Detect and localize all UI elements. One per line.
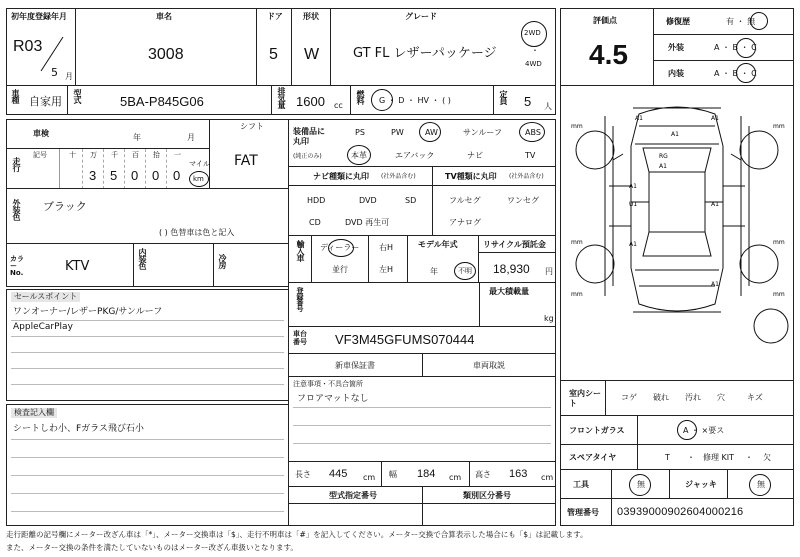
vehicle-class-value: 自家用 (29, 95, 62, 108)
equip-item: 本革 (351, 151, 367, 160)
length-unit: cm (363, 473, 376, 482)
spare-option: ・ (687, 453, 695, 462)
mileage-digit: 3 (89, 168, 97, 183)
exterior-label: 外装 (668, 43, 684, 52)
equip-item: ナビ (467, 151, 483, 160)
type-cell (67, 85, 272, 115)
km-label: km (193, 175, 204, 183)
mileage-sign-label: 記号 (33, 151, 47, 159)
manual-label: 車両取説 (473, 361, 505, 370)
manual-cell (422, 353, 556, 377)
mgmt-cell (560, 498, 794, 526)
sales-point-label: セールスポイント (11, 292, 80, 302)
warranty-label: 新車保証書 (335, 361, 375, 370)
grade-cell (330, 8, 556, 86)
repair-none-circle (750, 12, 768, 30)
capacity-unit: 人 (544, 102, 552, 111)
damage-label: A1 (711, 281, 719, 288)
seat-option: コゲ (621, 393, 637, 402)
wheel-rear-right (740, 245, 778, 283)
inspector-notes-cell (6, 404, 289, 526)
notes-cell (288, 376, 556, 462)
seat-option: 破れ (653, 393, 669, 402)
exterior-color-cell (6, 188, 289, 244)
mileage-digit-label: 千 (111, 151, 118, 159)
exterior-color-note: ( ) 色替車は色と記入 (159, 228, 235, 237)
recycle-value: 18,930 (493, 262, 530, 276)
equip-item: ABS (525, 128, 541, 137)
damage-label: A1 (629, 183, 637, 190)
score-value: 4.5 (589, 39, 628, 70)
navi-item: HDD (307, 196, 326, 205)
car-diagram (561, 86, 793, 380)
seat-label: 室内シート (569, 389, 601, 409)
mileage-digit: 0 (152, 168, 160, 183)
equip-item: PW (391, 128, 404, 137)
equip-item: AW (425, 128, 438, 137)
width-label: 幅 (389, 470, 397, 479)
tools-none-circle (629, 474, 651, 496)
mileage-digit: 5 (110, 168, 118, 183)
wheel-rear-left (576, 245, 614, 283)
capacity-label: 定員 (499, 90, 508, 104)
car-diagram-cell (560, 85, 794, 381)
doors-label: ドア (267, 12, 283, 21)
inspection-month-unit: 月 (187, 133, 195, 142)
shape-cell (291, 8, 331, 86)
inspector-notes-value: シートしわ小、Fガラス飛び石小 (13, 424, 144, 434)
equip-item: TV (525, 151, 536, 160)
width-value: 184 (417, 468, 436, 480)
tread-mm-label: mm (571, 123, 583, 130)
left-h-label: 左H (379, 265, 394, 274)
warranty-cell (288, 353, 423, 377)
recycle-cell (478, 235, 556, 283)
doors-value: 5 (269, 46, 278, 63)
first-reg-label: 初年度登録年月 (11, 12, 67, 21)
wheel-front-right (740, 131, 778, 169)
type-designation-label: 型式指定番号 (329, 491, 377, 500)
interior-options: A ・ B ・ C (714, 69, 757, 78)
mile-label: マイル (189, 160, 210, 168)
chassis-value: VF3M45GFUMS070444 (335, 332, 475, 347)
grade-value: GT FL レザーパッケージ (353, 46, 497, 61)
drive-dot: ・ (531, 46, 539, 55)
model-year-label: モデル年式 (418, 240, 458, 249)
drive-4wd: 4WD (525, 60, 542, 68)
chassis-label: 車台番号 (293, 330, 307, 347)
dealer-label: ディーラー (320, 243, 360, 252)
tv-item: ワンセグ (507, 196, 539, 205)
navi-sublabel: (社外品含む) (381, 173, 416, 180)
navi-item: DVD 再生可 (345, 218, 390, 227)
displacement-value: 1600 (296, 94, 325, 109)
seat-option: キズ (747, 393, 763, 402)
navi-item: CD (309, 218, 321, 227)
repair-label: 修復歴 (666, 17, 690, 26)
interior-b-circle (736, 63, 756, 83)
damage-label: A1 (711, 201, 719, 208)
seat-cell (560, 380, 794, 416)
equip-item: サンルーフ (463, 128, 502, 137)
footer-line2: また、メーター交換の条件を満たしていないものはメーター改ざん車扱いとなります。 (6, 543, 298, 552)
wheel-front-left (576, 131, 614, 169)
model-year-cell (407, 235, 479, 283)
inspector-notes-label: 検査記入欄 (11, 408, 57, 418)
damage-label: A1 (671, 131, 679, 138)
tv-item: アナログ (449, 218, 481, 227)
exterior-b-circle (736, 38, 756, 58)
jack-none-circle (749, 474, 771, 496)
equip-item: PS (355, 128, 365, 137)
equipment-cell (288, 119, 556, 167)
score-label: 評価点 (593, 16, 617, 25)
spare-option: 修理 KIT (703, 453, 735, 462)
notes-value: フロアマットなし (297, 394, 369, 404)
seat-option: 穴 (717, 393, 725, 402)
navi-item: DVD (359, 196, 377, 205)
shift-label: シフト (240, 122, 264, 131)
mileage-digit-label: 拾 (153, 151, 160, 159)
glass-a-circle (677, 420, 697, 440)
glass-label: フロントガラス (569, 426, 625, 435)
tread-mm-label: mm (571, 291, 583, 298)
tv-label: TV種類に丸印 (445, 172, 497, 181)
seat-option: 汚れ (685, 393, 701, 402)
doors-cell (256, 8, 292, 86)
length-label: 長さ (295, 470, 311, 479)
mileage-label: 走行 (12, 157, 21, 171)
class-code-label: 類別区分番号 (463, 491, 511, 500)
height-unit: cm (541, 473, 554, 482)
first-reg-cell (6, 8, 76, 86)
height-label: 高さ (475, 470, 491, 479)
height-value: 163 (509, 468, 528, 480)
registration-cell (288, 282, 556, 327)
grade-label: グレード (405, 12, 437, 21)
equipment-sublabel: (純正のみ) (293, 153, 322, 160)
spare-option: T (665, 453, 670, 462)
max-load-kg: kg (544, 314, 554, 323)
spare-label: スペアタイヤ (569, 453, 617, 462)
shape-label: 形状 (303, 12, 319, 21)
displacement-cell (271, 85, 351, 115)
first-reg-era: R03 (13, 38, 43, 55)
recycle-yen: 円 (545, 267, 553, 276)
interior-grade-cell (653, 60, 794, 86)
exterior-color-label: 外装色 (12, 199, 21, 220)
jack-label: ジャッキ (685, 480, 717, 489)
class-code-cell (422, 486, 556, 526)
score-cell (560, 8, 654, 86)
notes-label: 注意事項・不具合箇所 (293, 380, 363, 388)
equip-item: エアバック (395, 151, 435, 160)
dealer-circle (328, 239, 354, 257)
exterior-grade-cell (653, 34, 794, 61)
spare-cell (560, 444, 794, 470)
tread-mm-label: mm (571, 239, 583, 246)
sales-point-cell (6, 289, 289, 401)
import-label: 輸入車 (296, 240, 305, 261)
displacement-label: 排気量 (277, 87, 286, 108)
spare-option: 欠 (763, 453, 771, 462)
type-label: 型式 (73, 89, 82, 103)
fuel-label: 燃料 (356, 90, 365, 104)
exterior-options: A ・ B ・ C (714, 43, 757, 52)
mileage-cell (6, 148, 210, 189)
shape-value: W (304, 46, 320, 63)
inspection-cell (6, 119, 210, 149)
color-no-cell (6, 243, 289, 287)
mgmt-label: 管理番号 (567, 508, 599, 517)
inspection-label: 車検 (33, 129, 49, 138)
fuel-g-circle (371, 89, 393, 111)
length-value: 445 (329, 468, 348, 480)
glass-options: A ・ ×要ス (683, 426, 725, 435)
interior-label: 内装 (668, 69, 684, 78)
model-cell (75, 8, 257, 86)
steering-cell (368, 235, 408, 283)
dealer-cell (311, 235, 369, 283)
fuel-cell (350, 85, 494, 115)
import-cell (288, 235, 312, 283)
inspection-year-unit: 年 (133, 133, 141, 142)
tv-cell (432, 166, 556, 236)
shift-cell (209, 119, 289, 189)
repair-history-cell (653, 8, 794, 35)
tools-label: 工具 (573, 480, 589, 489)
color-no-label: カラーNo. (10, 255, 24, 277)
type-designation-cell (288, 486, 423, 526)
first-reg-month-unit: 月 (65, 72, 73, 81)
navi-cell (288, 166, 433, 236)
mgmt-value: 03939000902604000216 (617, 506, 744, 518)
repair-options: 有 ・ 無 (726, 17, 756, 26)
spare-wheel (754, 309, 788, 343)
fuel-options: G ・ D ・ HV ・ ( ) (379, 96, 451, 105)
tread-mm-label: mm (773, 291, 785, 298)
mileage-digit: 0 (173, 168, 181, 183)
displacement-unit: cc (334, 101, 343, 110)
first-reg-month: 5 (51, 66, 58, 79)
parallel-label: 並行 (332, 265, 348, 274)
sales-point-line2: AppleCarPlay (13, 322, 73, 332)
damage-label: A1 (635, 115, 643, 122)
vehicle-class-cell (6, 85, 68, 115)
shift-value: FAT (234, 153, 258, 169)
model-year-unknown: 不明 (458, 267, 472, 275)
tools-cell (560, 469, 794, 499)
glass-cell (560, 415, 794, 445)
damage-label: A1 (711, 115, 719, 122)
width-unit: cm (449, 473, 462, 482)
footer-line1: 走行距離の記号欄にメーター改ざん車は「*」、メーター交換車は「$」、走行不明車は「#」を記入してください。メーター交換で合算表示した場合にも「$」は記載します。 (6, 530, 588, 539)
sales-point-line1: ワンオーナー/レザーPKG/サンルーフ (13, 307, 163, 317)
tread-mm-label: mm (773, 239, 785, 246)
tv-item: フルセグ (449, 196, 481, 205)
mileage-digit-label: 万 (90, 151, 97, 159)
registration-label: 登録番号 (296, 287, 304, 311)
damage-label: RG (659, 153, 668, 160)
dimensions-cell (288, 461, 556, 487)
capacity-cell (493, 85, 556, 115)
mileage-digit-label: 一 (174, 151, 181, 159)
spare-option: ・ (745, 453, 753, 462)
damage-label: A1 (629, 241, 637, 248)
max-load-label: 最大積載量 (489, 287, 529, 296)
mileage-digit: 0 (131, 168, 139, 183)
cooler-label: 冷房 (218, 254, 227, 268)
interior-color-label: 内装色 (138, 248, 147, 269)
damage-label: U1 (629, 201, 638, 208)
capacity-value: 5 (524, 94, 532, 109)
model-value: 3008 (148, 46, 184, 63)
equipment-label: 装備品に丸印 (293, 127, 325, 146)
tv-sublabel: (社外品含む) (509, 173, 544, 180)
mileage-digit-label: 百 (132, 151, 139, 159)
jack-value: 無 (757, 480, 765, 489)
tools-value: 無 (637, 480, 645, 489)
exterior-color-value: ブラック (43, 200, 87, 213)
vehicle-class-label: 車種 (11, 89, 20, 103)
model-label: 車名 (156, 12, 172, 21)
mileage-digit-label: 十 (69, 151, 76, 159)
navi-label: ナビ種類に丸印 (313, 172, 369, 181)
unknown-circle (454, 262, 476, 280)
chassis-cell (288, 326, 556, 354)
navi-item: SD (405, 196, 417, 205)
model-year-unit: 年 (430, 267, 438, 276)
color-no-value: KTV (65, 259, 90, 274)
recycle-label: リサイクル預託金 (483, 240, 546, 249)
tread-mm-label: mm (773, 123, 785, 130)
type-value: 5BA-P845G06 (120, 94, 204, 109)
right-h-label: 右H (379, 243, 394, 252)
damage-label: A1 (659, 163, 667, 170)
drive-2wd: 2WD (524, 29, 541, 37)
